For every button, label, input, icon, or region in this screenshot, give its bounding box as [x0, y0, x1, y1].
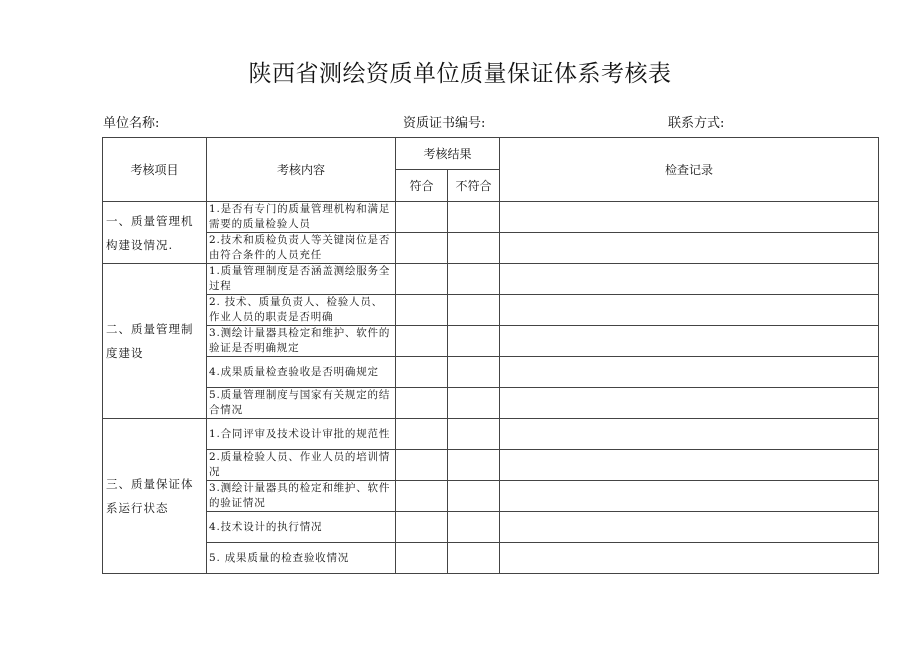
fail-cell[interactable] — [448, 202, 500, 233]
content-cell: 4.技术设计的执行情况 — [207, 512, 396, 543]
fail-cell[interactable] — [448, 326, 500, 357]
record-cell[interactable] — [500, 295, 879, 326]
unit-name-label: 单位名称: — [103, 116, 160, 131]
content-cell: 1.合同评审及技术设计审批的规范性 — [207, 419, 396, 450]
record-cell[interactable] — [500, 512, 879, 543]
header-content: 考核内容 — [207, 138, 396, 202]
fail-cell[interactable] — [448, 419, 500, 450]
content-cell: 2.技术和质检负责人等关键岗位是否由符合条件的人员充任 — [207, 233, 396, 264]
fail-cell[interactable] — [448, 357, 500, 388]
header-result: 考核结果 — [396, 138, 500, 170]
content-cell: 5.质量管理制度与国家有关规定的结合情况 — [207, 388, 396, 419]
fail-cell[interactable] — [448, 264, 500, 295]
content-cell: 3.测绘计量器具的检定和维护、软件的验证情况 — [207, 481, 396, 512]
fail-cell[interactable] — [448, 388, 500, 419]
header-record: 检查记录 — [500, 138, 879, 202]
category-cell: 三、质量保证体系运行状态 — [103, 419, 207, 574]
record-cell[interactable] — [500, 419, 879, 450]
pass-cell[interactable] — [396, 326, 448, 357]
content-cell: 2. 技术、质量负责人、检验人员、作业人员的职责是否明确 — [207, 295, 396, 326]
pass-cell[interactable] — [396, 264, 448, 295]
page-title: 陕西省测绘资质单位质量保证体系考核表 — [248, 61, 672, 87]
fail-cell[interactable] — [448, 512, 500, 543]
record-cell[interactable] — [500, 481, 879, 512]
content-cell: 4.成果质量检查验收是否明确规定 — [207, 357, 396, 388]
pass-cell[interactable] — [396, 481, 448, 512]
fail-cell[interactable] — [448, 543, 500, 574]
content-cell: 3.测绘计量器具检定和维护、软件的验证是否明确规定 — [207, 326, 396, 357]
pass-cell[interactable] — [396, 543, 448, 574]
record-cell[interactable] — [500, 202, 879, 233]
contact-label: 联系方式: — [668, 116, 725, 131]
fail-cell[interactable] — [448, 295, 500, 326]
record-cell[interactable] — [500, 326, 879, 357]
header-pass: 符合 — [396, 170, 448, 202]
assessment-table — [102, 137, 879, 574]
content-cell: 1.质量管理制度是否涵盖测绘服务全过程 — [207, 264, 396, 295]
record-cell[interactable] — [500, 388, 879, 419]
pass-cell[interactable] — [396, 233, 448, 264]
record-cell[interactable] — [500, 450, 879, 481]
pass-cell[interactable] — [396, 295, 448, 326]
record-cell[interactable] — [500, 543, 879, 574]
fail-cell[interactable] — [448, 450, 500, 481]
pass-cell[interactable] — [396, 419, 448, 450]
content-cell: 5. 成果质量的检查验收情况 — [207, 543, 396, 574]
pass-cell[interactable] — [396, 388, 448, 419]
content-cell: 2.质量检验人员、作业人员的培训情况 — [207, 450, 396, 481]
cert-number-label: 资质证书编号: — [403, 116, 486, 131]
content-cell: 1.是否有专门的质量管理机构和满足需要的质量检验人员 — [207, 202, 396, 233]
pass-cell[interactable] — [396, 512, 448, 543]
fail-cell[interactable] — [448, 233, 500, 264]
fail-cell[interactable] — [448, 481, 500, 512]
category-cell: 二、质量管理制度建设 — [103, 264, 207, 419]
header-item: 考核项目 — [103, 138, 207, 202]
pass-cell[interactable] — [396, 202, 448, 233]
header-fail: 不符合 — [448, 170, 500, 202]
category-cell: 一、质量管理机构建设情况. — [103, 202, 207, 264]
pass-cell[interactable] — [396, 357, 448, 388]
record-cell[interactable] — [500, 357, 879, 388]
record-cell[interactable] — [500, 233, 879, 264]
pass-cell[interactable] — [396, 450, 448, 481]
record-cell[interactable] — [500, 264, 879, 295]
